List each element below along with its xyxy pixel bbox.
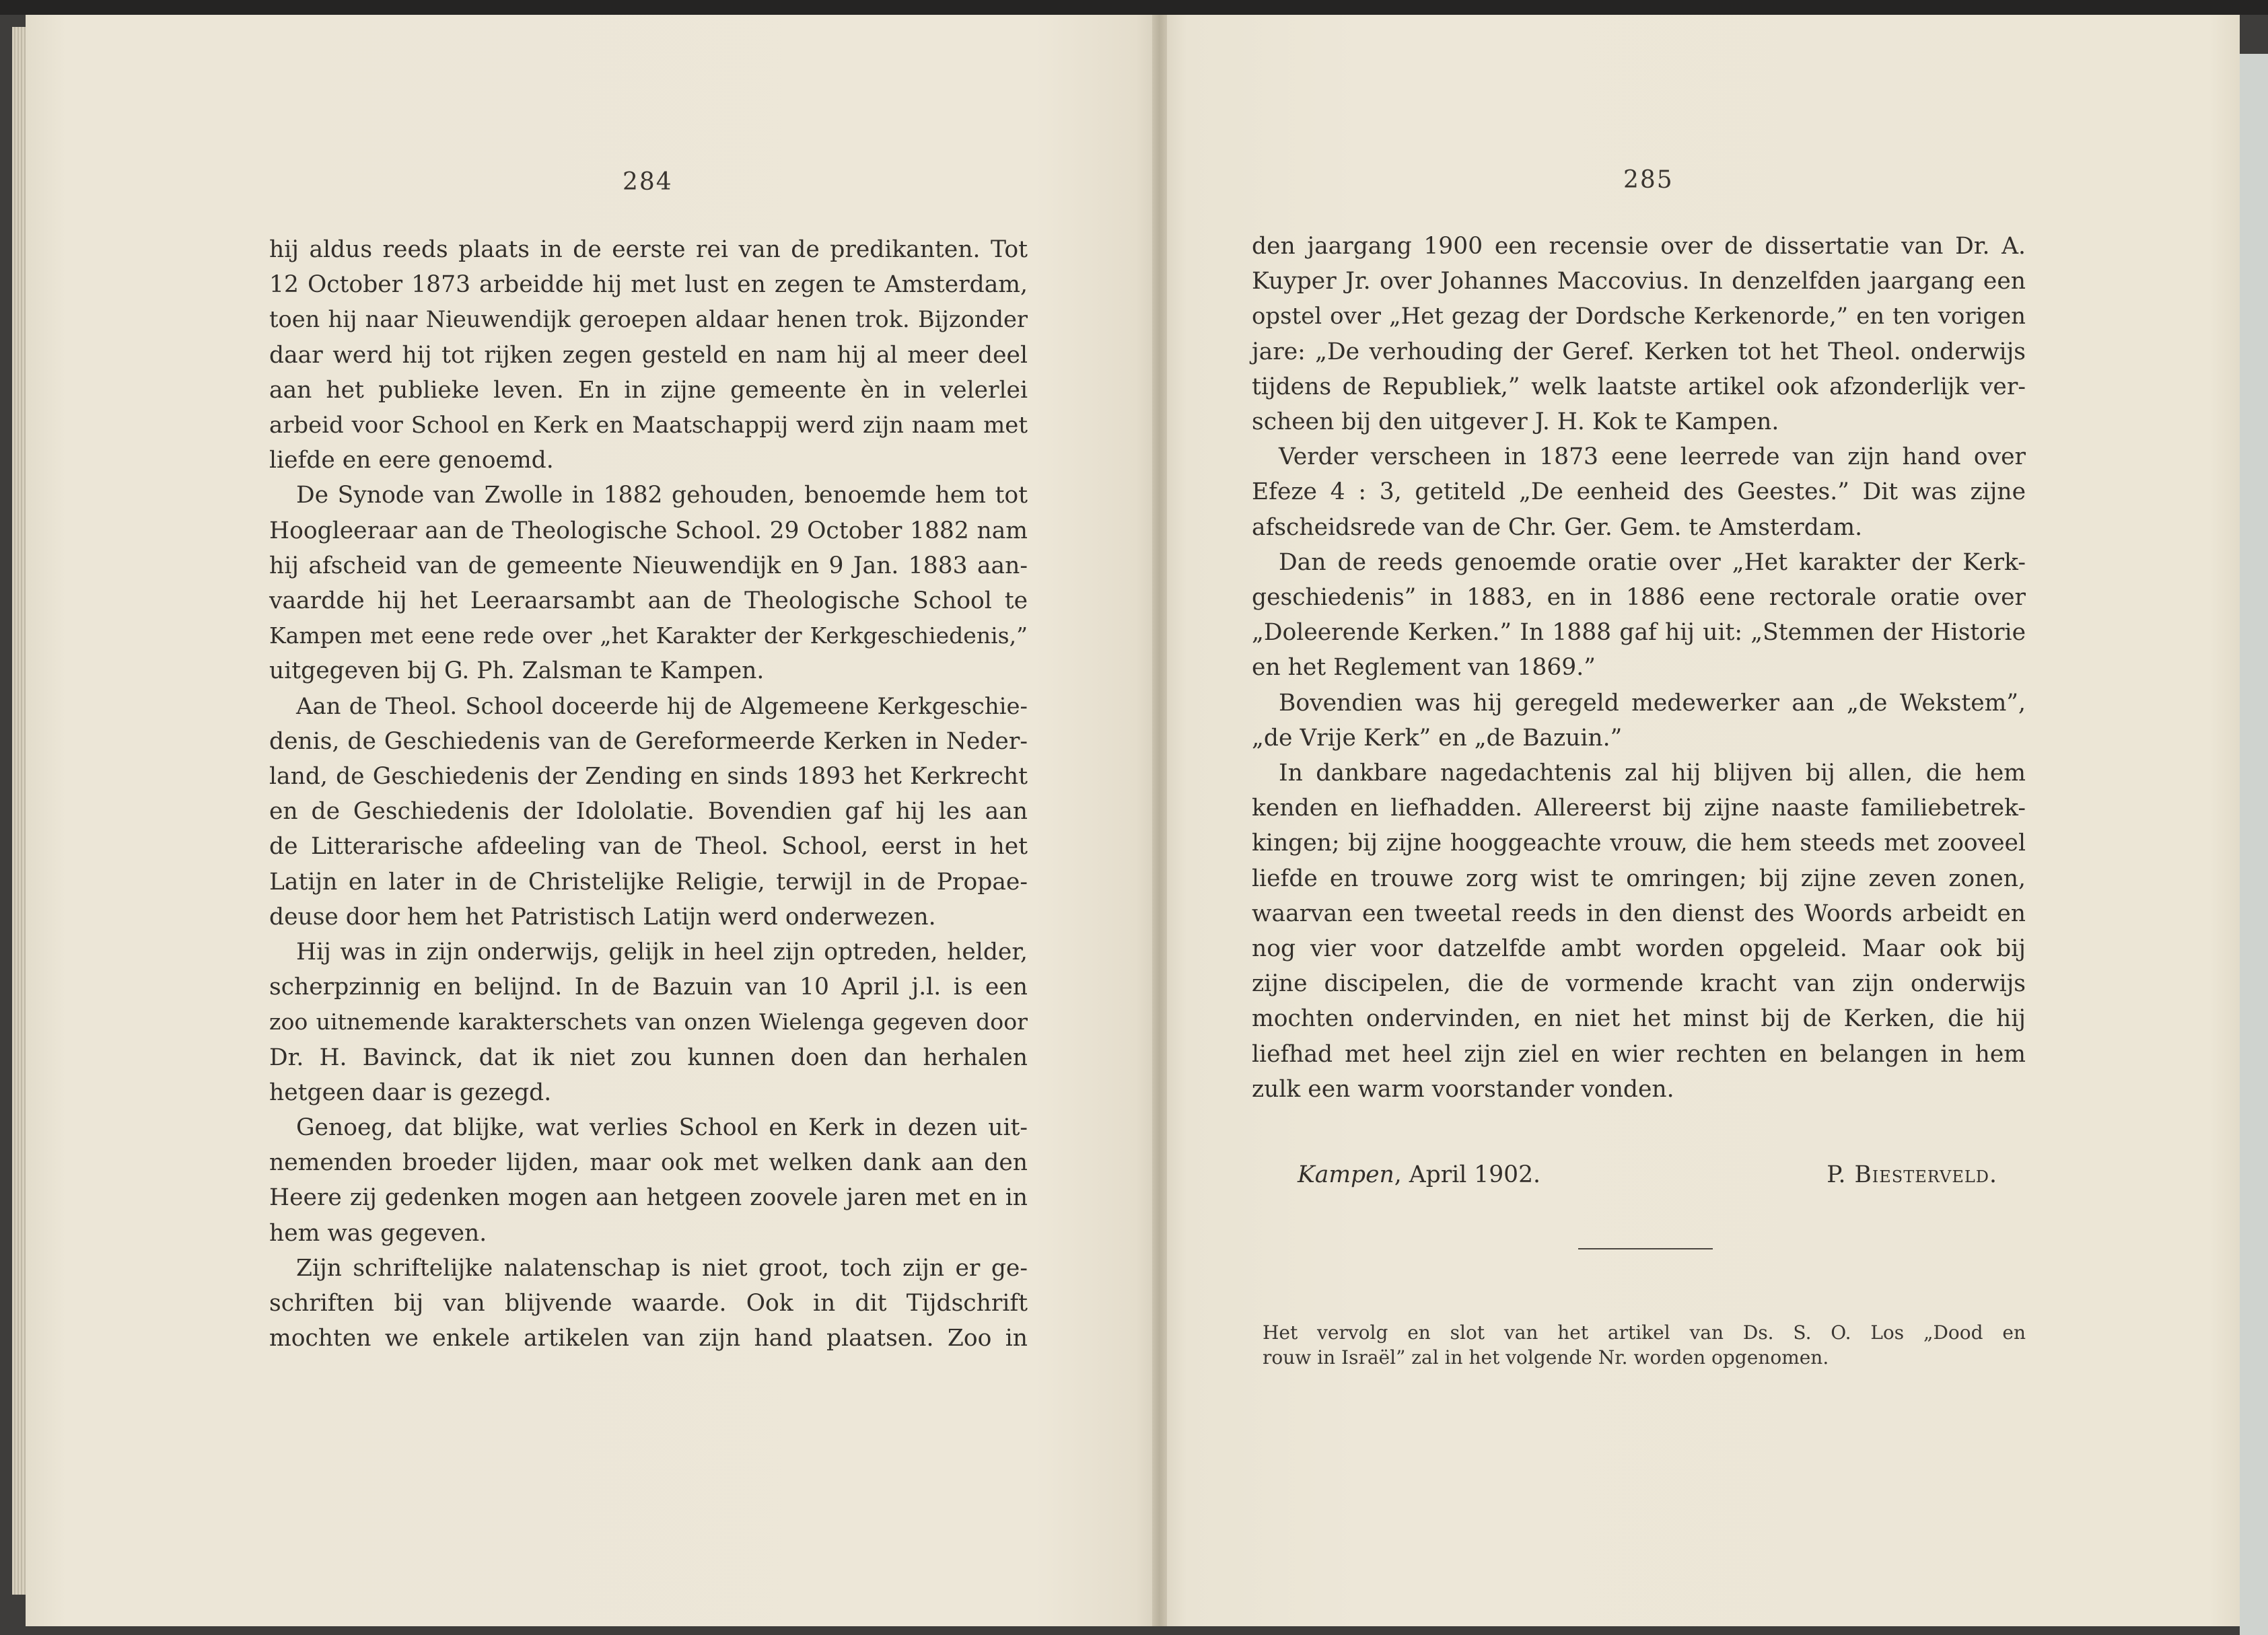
text-line: zulk een warm voorstander vonden.: [1252, 1075, 1674, 1103]
text-line: aan het publieke leven. En in zijne gemeente èn in velerlei: [269, 376, 1028, 404]
text-line: Bovendien was hij geregeld medewerker aan „de Wekstem”,: [1279, 689, 2026, 717]
signature-date: , April 1902.: [1394, 1161, 1541, 1188]
text-line: hetgeen daar is gezegd.: [269, 1079, 552, 1106]
text-line: geschiedenis” in 1883, en in 1886 eene rectorale oratie over: [1252, 584, 2026, 612]
text-line: waarvan een tweetal reeds in den dienst des Woords arbeidt en: [1252, 900, 2026, 927]
text-line: Kampen met eene rede over „het Karakter der Kerkgeschiedenis,”: [269, 622, 1028, 649]
text-line: Dr. H. Bavinck, dat ik niet zou kunnen doen dan herhalen: [269, 1044, 1028, 1071]
footnote: [1263, 1320, 2026, 1370]
text-line: nemenden broeder lijden, maar ook met welken dank aan den: [269, 1149, 1028, 1177]
text-line: Kuyper Jr. over Johannes Maccovius. In denzelfden jaargang een: [1252, 268, 2026, 295]
text-line: 12 October 1873 arbeidde hij met lust en zegen te Amsterdam,: [269, 271, 1028, 299]
left-page-body: [269, 232, 1028, 1356]
signature-author: P. Biesterveld.: [1827, 1161, 1997, 1188]
text-line: hij afscheid van de gemeente Nieuwendijk en 9 Jan. 1883 aan-: [269, 552, 1028, 579]
text-line: zijne discipelen, die de vormende kracht van zijn onderwijs: [1252, 970, 2026, 998]
text-line: Heere zij gedenken mogen aan hetgeen zoovele jaren met en in: [269, 1184, 1028, 1212]
text-line: „de Vrije Kerk” en „de Bazuin.”: [1252, 724, 1623, 752]
right-page-body: [1252, 229, 2026, 1107]
text-line: De Synode van Zwolle in 1882 gehouden, benoemde hem tot: [296, 482, 1028, 509]
footnote-line: rouw in Israël” zal in het volgende Nr. worden opgenomen.: [1263, 1346, 1829, 1369]
text-line: denis, de Geschiedenis van de Gereformeerde Kerken in Neder-: [269, 727, 1028, 755]
text-line: mochten ondervinden, en niet het minst bij de Kerken, die hij: [1252, 1005, 2026, 1033]
text-line: scherpzinnig en belijnd. In de Bazuin van 10 April j.l. is een: [269, 974, 1028, 1001]
right-page-number: 285: [1623, 166, 1674, 194]
text-line: tijdens de Republiek,” welk laatste artikel ook afzonderlijk ver-: [1252, 373, 2026, 400]
text-line: Aan de Theol. School doceerde hij de Algemeene Kerkgeschie-: [296, 692, 1028, 719]
text-line: scheen bij den uitgever J. H. Kok te Kampen.: [1252, 408, 1779, 436]
text-line: land, de Geschiedenis der Zending en sinds 1893 het Kerkrecht: [269, 763, 1028, 791]
text-line: Hij was in zijn onderwijs, gelijk in heel zijn optreden, helder,: [296, 939, 1028, 966]
text-line: en het Reglement van 1869.”: [1252, 654, 1596, 682]
text-line: liefde en eere genoemd.: [269, 447, 554, 474]
text-line: In dankbare nagedachtenis zal hij blijven bij allen, die hem: [1279, 760, 2026, 787]
text-line: jare: „De verhouding der Geref. Kerken tot het Theol. onderwijs: [1252, 338, 2026, 365]
text-line: daar werd hij tot rijken zegen gesteld en nam hij al meer deel: [269, 341, 1028, 369]
text-line: kenden en liefhadden. Allereerst bij zijne naaste familiebetrek-: [1252, 795, 2026, 822]
text-line: uitgegeven bij G. Ph. Zalsman te Kampen.: [269, 657, 765, 685]
signature-line: [1298, 1161, 1997, 1188]
text-line: kingen; bij zijne hooggeachte vrouw, die hem steeds met zooveel: [1252, 830, 2026, 857]
book-gutter: [1152, 15, 1167, 1626]
text-line: Verder verscheen in 1873 eene leerrede van zijn hand over: [1279, 443, 2026, 471]
text-line: den jaargang 1900 een recensie over de dissertatie van Dr. A.: [1252, 233, 2026, 260]
text-line: nog vier voor datzelfde ambt worden opgeleid. Maar ook bij: [1252, 935, 2026, 963]
page-stack-edge: [12, 27, 26, 1595]
text-line: „Doleerende Kerken.” In 1888 gaf hij uit: „Stemmen der Historie: [1252, 619, 2026, 647]
signature-place-date: [1298, 1161, 1540, 1188]
text-line: Dan de reeds genoemde oratie over „Het karakter der Kerk-: [1279, 548, 2026, 576]
text-line: zoo uitnemende karakterschets van onzen Wielenga gegeven door: [269, 1009, 1028, 1036]
text-line: deuse door hem het Patristisch Latijn werd onderwezen.: [269, 903, 936, 931]
text-line: liefhad met heel zijn ziel en wier rechten en belangen in hem: [1252, 1040, 2026, 1068]
text-line: vaardde hij het Leeraarsambt aan de Theologische School te: [269, 587, 1028, 615]
text-line: arbeid voor School en Kerk en Maatschappij werd zijn naam met: [269, 412, 1028, 439]
text-line: hem was gegeven.: [269, 1219, 487, 1247]
text-line: Genoeg, dat blijke, wat verlies School en Kerk in dezen uit-: [296, 1114, 1028, 1142]
text-line: Efeze 4 : 3, getiteld „De eenheid des Geestes.” Dit was zijne: [1252, 478, 2026, 506]
text-line: Zijn schriftelijke nalatenschap is niet groot, toch zijn er ge-: [296, 1254, 1028, 1282]
text-line: Hoogleeraar aan de Theologische School. 29 October 1882 nam: [269, 517, 1028, 544]
text-line: opstel over „Het gezag der Dordsche Kerkenorde,” en ten vorigen: [1252, 303, 2026, 330]
text-line: afscheidsrede van de Chr. Ger. Gem. te Amsterdam.: [1252, 513, 1863, 541]
text-line: toen hij naar Nieuwendijk geroepen aldaar henen trok. Bijzonder: [269, 306, 1028, 333]
left-page-number: 284: [623, 168, 673, 196]
text-line: schriften bij van blijvende waarde. Ook in dit Tijdschrift: [269, 1290, 1028, 1317]
text-line: mochten we enkele artikelen van zijn hand plaatsen. Zoo in: [269, 1325, 1028, 1352]
separator-rule: [1578, 1248, 1713, 1249]
text-line: hij aldus reeds plaats in de eerste rei van de predikanten. Tot: [269, 236, 1028, 263]
text-line: liefde en trouwe zorg wist te omringen; bij zijne zeven zonen,: [1252, 865, 2026, 892]
text-line: Latijn en later in de Christelijke Religie, terwijl in de Propae-: [269, 868, 1028, 896]
text-line: de Litterarische afdeeling van de Theol. School, eerst in het: [269, 833, 1028, 861]
footnote-line: Het vervolg en slot van het artikel van Ds. S. O. Los „Dood en: [1263, 1321, 2026, 1344]
cover-edge: [2240, 54, 2268, 1635]
scanner-top-edge: [0, 0, 2268, 15]
text-line: en de Geschiedenis der Idololatie. Bovendien gaf hij les aan: [269, 798, 1028, 826]
signature-place: Kampen: [1298, 1161, 1394, 1188]
